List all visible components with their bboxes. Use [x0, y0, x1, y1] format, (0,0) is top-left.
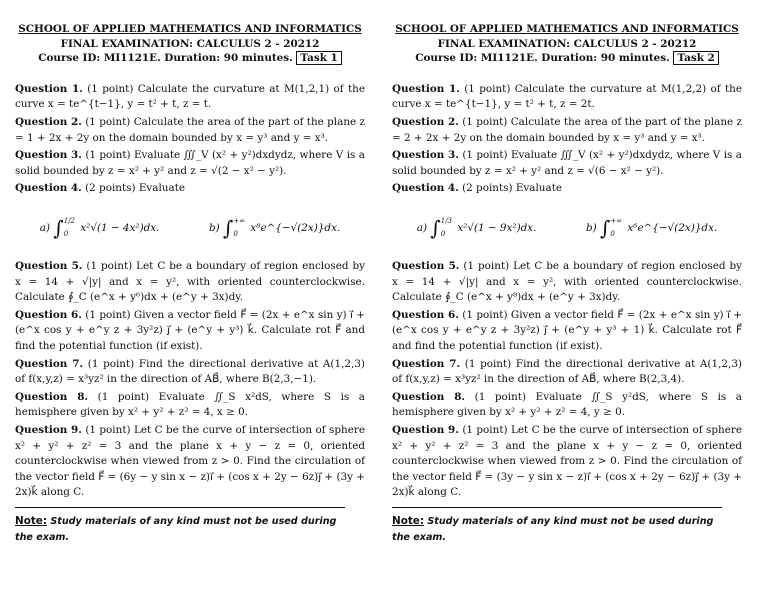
question-9 [15, 423, 365, 501]
exam-note [392, 507, 722, 545]
question-7 [15, 357, 365, 388]
question-text: (1 point) Find the directional derivative at A(1,2,3) of f(x,y,z) = x³yz² in the direction of AB⃗, where B(2,3,4). [392, 357, 742, 386]
question-label: Question 1. [392, 82, 460, 95]
course-info: Course ID: MI1121E. Duration: 90 minutes. [415, 52, 670, 65]
question-text: (1 point) Find the directional derivative at A(1,2,3) of f(x,y,z) = x³yz² in the direction of AB⃗, where B(2,3,−1). [15, 357, 365, 386]
question-label: Question 2. [15, 115, 82, 128]
exam-title: FINAL EXAMINATION: CALCULUS 2 - 20212 [60, 37, 320, 50]
integral-sign: ∫ [222, 215, 234, 240]
question-list [392, 82, 742, 501]
integrand: x⁸e^{−√(2x)}dx. [250, 221, 341, 234]
question-4-integrals [392, 205, 742, 251]
integral-sign: ∫ [430, 215, 441, 240]
question-text: (1 point) Given a vector field F⃗ = (2x + e^x sin y) i⃗ + (e^x cos y + e^y z + 3y²z) j⃗ + (e^y + y³) k⃗. Calculate rot F⃗ and find the potential function (if exist). [15, 308, 366, 352]
question-label: Question 7. [392, 357, 461, 370]
question-text: (1 point) Let C be the curve of intersection of sphere x² + y² + z² = 3 and the plane x + y − z = 0, oriented counterclockwise when viewed from z > 0. Find the circulation of the vector field F⃗ = (3y − y sin x − z)i⃗ + (cos x + 2y − 6z)j⃗ + (3y + 2x)k⃗ along C. [392, 424, 742, 499]
note-label: Note: [392, 515, 425, 528]
integral-limits [233, 215, 245, 240]
upper-limit: 1/2 [63, 217, 75, 226]
question-label: Question 3. [392, 149, 459, 162]
lower-limit: 0 [610, 229, 615, 238]
lower-limit: 0 [440, 229, 446, 238]
question-label: Question 1. [15, 82, 83, 95]
integrand: x²√(1 − 4x²)dx. [80, 221, 160, 234]
integrand: x⁶e^{−√(2x)}dx. [627, 221, 718, 234]
question-label: Question 4. [392, 182, 459, 195]
course-info: Course ID: MI1121E. Duration: 90 minutes. [38, 52, 293, 65]
question-label: Question 3. [15, 149, 82, 162]
question-2 [15, 115, 365, 146]
integral-b [209, 213, 340, 243]
note-text: Study materials of any kind must not be used during the exam. [15, 516, 337, 543]
integral-a [40, 213, 160, 243]
question-label: Question 2. [392, 115, 459, 128]
question-3 [15, 148, 365, 179]
question-label: Question 9. [15, 424, 82, 437]
question-label: Question 9. [392, 424, 459, 437]
part-label: b) [585, 221, 597, 234]
exam-title: FINAL EXAMINATION: CALCULUS 2 - 20212 [437, 37, 697, 50]
question-label: Question 5. [15, 259, 83, 272]
course-line [15, 51, 365, 66]
question-text: (2 points) Evaluate [85, 182, 186, 195]
school-name: SCHOOL OF APPLIED MATHEMATICS AND INFORMATICS [395, 23, 739, 35]
question-text: (1 point) Given a vector field F⃗ = (2x + e^x sin y) i⃗ + (e^x cos y + e^y z + 3y²z) j⃗ + (e^y + y³ + 1) k⃗. Calculate rot F⃗ and find the potential function (if exist). [392, 308, 743, 352]
question-text: (2 points) Evaluate [462, 182, 563, 195]
school-name: SCHOOL OF APPLIED MATHEMATICS AND INFORMATICS [18, 23, 362, 35]
question-text: (1 point) Evaluate ∭_V (x² + y²)dxdydz, where V is a solid bounded by z = x² + y² and z = √(2 − x² − y²). [15, 149, 365, 177]
part-label: a) [39, 221, 50, 234]
question-3 [392, 148, 742, 179]
question-2 [392, 115, 742, 146]
question-text: (1 point) Calculate the area of the part of the plane z = 1 + 2x + 2y on the domain bounded by x = y³ and y = x³. [15, 115, 365, 144]
question-9 [392, 423, 742, 501]
integral-limits [64, 215, 75, 240]
question-text: (1 point) Calculate the area of the part of the plane z = 2 + 2x + 2y on the domain bounded by x = y³ and y = x³. [392, 115, 742, 144]
question-label: Question 6. [15, 308, 82, 321]
exam-note [15, 507, 345, 545]
question-label: Question 7. [15, 357, 84, 370]
integral-sign: ∫ [53, 215, 64, 240]
part-label: a) [416, 221, 427, 234]
note-text: Study materials of any kind must not be used during the exam. [392, 516, 714, 543]
part-label: b) [208, 221, 220, 234]
question-text: (1 point) Evaluate ∭_V (x² + y²)dxdydz, where V is a solid bounded by z = x² + y² and z = √(6 − x² − y²). [392, 149, 742, 177]
lower-limit: 0 [63, 229, 69, 238]
question-text: (1 point) Calculate the curvature at M(1,2,1) of the curve x = te^{t−1}, y = t² + t, z = t. [15, 82, 365, 111]
question-text: (1 point) Let C be a boundary of region enclosed by x = 14 + √|y| and x = y², with oriented counterclockwise. Calculate ∮_C (e^x + y⁸)dx + (e^y + 3x)dy. [392, 259, 742, 304]
question-text: (1 point) Evaluate ∬_S x²dS, where S is a hemisphere given by x² + y² + z² = 4, x ≥ 0. [15, 390, 365, 419]
task-label: Task 2 [673, 51, 718, 65]
question-text: (1 point) Evaluate ∬_S y²dS, where S is a hemisphere given by x² + y² + z² = 4, y ≥ 0. [392, 390, 742, 419]
exam-header [392, 22, 742, 66]
question-text: (1 point) Calculate the curvature at M(1,2,2) of the curve x = te^{t−1}, y = t² + t, z = 2t. [392, 82, 742, 111]
question-label: Question 4. [15, 182, 82, 195]
integral-limits [610, 215, 622, 240]
question-5 [392, 259, 742, 306]
question-8 [15, 390, 365, 421]
integrand: x²√(1 − 9x²)dx. [457, 221, 537, 234]
upper-limit: +∞ [233, 217, 246, 226]
question-1 [15, 82, 365, 113]
upper-limit: +∞ [610, 217, 623, 226]
lower-limit: 0 [233, 229, 238, 238]
question-label: Question 6. [392, 308, 459, 321]
integral-limits [441, 215, 452, 240]
integral-b [586, 213, 717, 243]
task-2-column [392, 22, 742, 545]
note-label: Note: [15, 515, 48, 528]
question-text: (1 point) Let C be a boundary of region enclosed by x = 14 + √|y| and x = y², with oriented counterclockwise. Calculate ∮_C (e^x + y⁶)dx + (e^y + 3x)dy. [15, 259, 365, 304]
question-8 [392, 390, 742, 421]
question-4-integrals [15, 205, 365, 251]
question-1 [392, 82, 742, 113]
question-4 [392, 181, 742, 197]
question-5 [15, 259, 365, 306]
upper-limit: 1/3 [440, 217, 452, 226]
question-6 [392, 308, 742, 355]
integral-a [417, 213, 537, 243]
exam-header [15, 22, 365, 66]
task-label: Task 1 [296, 51, 341, 65]
course-line [392, 51, 742, 66]
question-list [15, 82, 365, 501]
question-7 [392, 357, 742, 388]
question-label: Question 5. [392, 259, 460, 272]
task-1-column [15, 22, 365, 545]
question-label: Question 8. [392, 390, 466, 403]
question-6 [15, 308, 365, 355]
question-4 [15, 181, 365, 197]
integral-sign: ∫ [599, 215, 611, 240]
question-text: (1 point) Let C be the curve of intersection of sphere x² + y² + z² = 3 and the plane x + y − z = 0, oriented counterclockwise when viewed from z > 0. Find the circulation of the vector field F⃗ = (6y − y sin x − z)i⃗ + (cos x + 2y − 6z)j⃗ + (3y + 2x)k⃗ along C. [15, 424, 365, 499]
question-label: Question 8. [15, 390, 89, 403]
